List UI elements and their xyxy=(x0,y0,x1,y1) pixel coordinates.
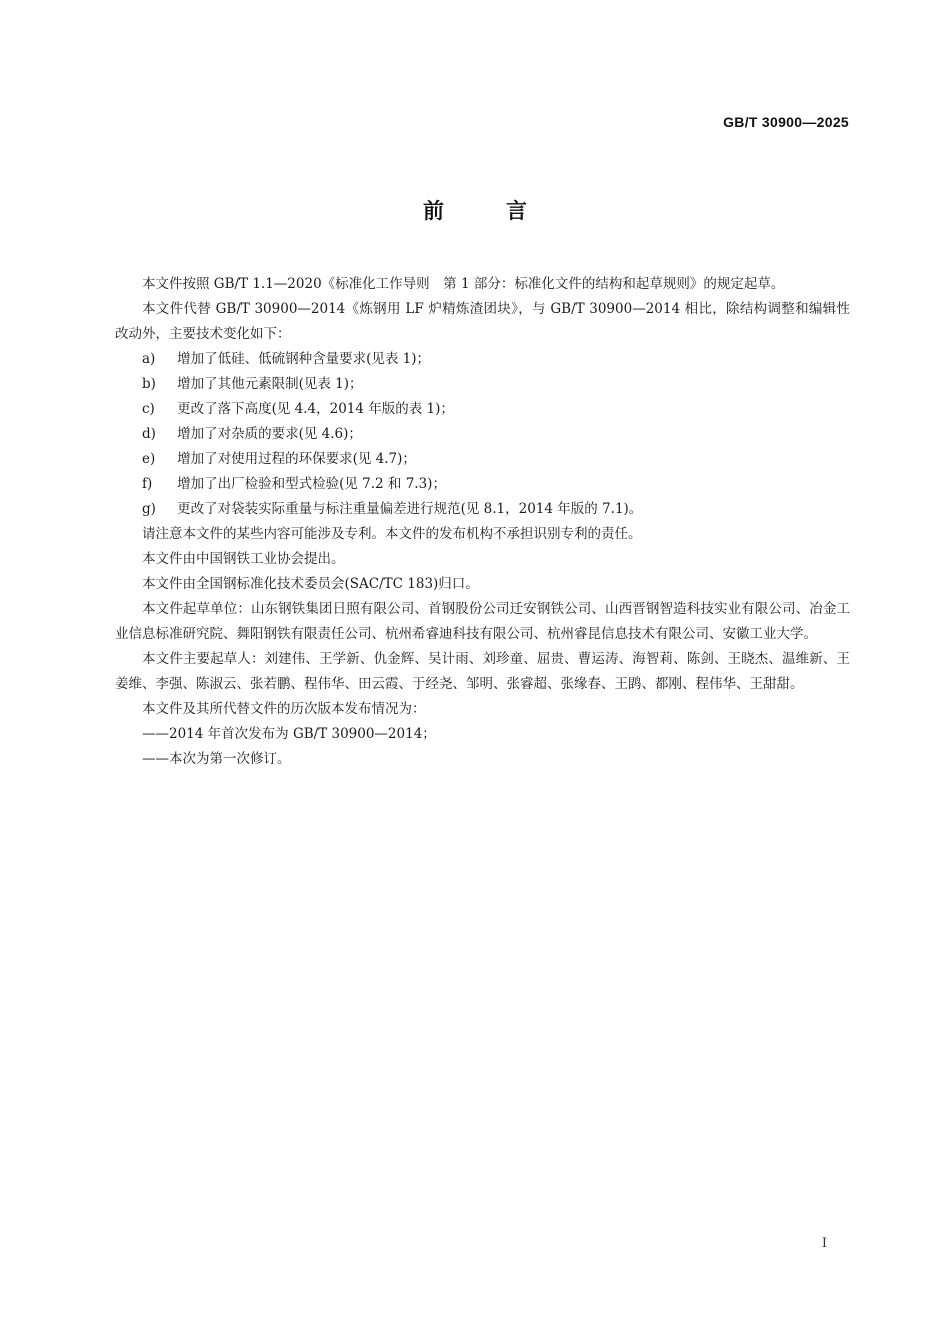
change-item-mark: b) xyxy=(142,376,156,392)
change-item-text: 增加了对杂质的要求(见 4.6)； xyxy=(177,426,362,442)
change-item-mark: g) xyxy=(142,501,156,517)
paragraph-replacement: 本文件代替 GB/T 30900—2014《炼钢用 LF 炉精炼渣团块》，与 GB/T 30900—2014 相比，除结构调整和编辑性改动外，主要技术变化如下： xyxy=(115,301,850,342)
change-item xyxy=(115,422,850,447)
change-item-mark: c) xyxy=(142,401,155,417)
change-item-text: 更改了对袋装实际重量与标注重量偏差进行规范(见 8.1，2014 年版的 7.1)。 xyxy=(177,501,643,517)
paragraph-drafters: 本文件主要起草人：刘建伟、王学新、仇金辉、吴计雨、刘珍童、屈贵、曹运涛、海智莉、陈剑、王晓杰、温维新、王姜维、李强、陈淑云、张若鹏、程伟华、田云霞、于经尧、邹明、张睿超、张缘春、王鹍、都刚、程伟华、王甜甜。 xyxy=(115,651,850,692)
change-item-text: 增加了出厂检验和型式检验(见 7.2 和 7.3)； xyxy=(177,476,446,492)
change-item-text: 增加了对使用过程的环保要求(见 4.7)； xyxy=(177,451,416,467)
change-item-mark: f) xyxy=(142,476,153,492)
change-item-text: 增加了低硅、低硫钢种含量要求(见表 1)； xyxy=(177,351,431,367)
paragraph-drafting-units: 本文件起草单位：山东钢铁集团日照有限公司、首钢股份公司迁安钢铁公司、山西晋钢智造科技实业有限公司、冶金工业信息标准研究院、舞阳钢铁有限责任公司、杭州希睿迪科技有限公司、杭州睿昆信息技术有限公司、安徽工业大学。 xyxy=(115,601,850,642)
paragraph-proposer: 本文件由中国钢铁工业协会提出。 xyxy=(142,551,345,567)
change-item xyxy=(115,372,850,397)
paragraph-drafting-rules: 本文件按照 GB/T 1.1—2020《标准化工作导则 第 1 部分：标准化文件的结构和起草规则》的规定起草。 xyxy=(142,276,785,292)
page-number: I xyxy=(821,1236,827,1251)
change-item xyxy=(115,472,850,497)
change-item xyxy=(115,397,850,422)
foreword-body xyxy=(115,272,850,772)
history-item: ——2014 年首次发布为 GB/T 30900—2014； xyxy=(142,726,436,742)
change-item-mark: a) xyxy=(142,351,156,367)
change-item-text: 更改了落下高度(见 4.4，2014 年版的表 1)； xyxy=(177,401,454,417)
history-item: ——本次为第一次修订。 xyxy=(142,751,291,767)
paragraph-patent-notice: 请注意本文件的某些内容可能涉及专利。本文件的发布机构不承担识别专利的责任。 xyxy=(142,526,642,542)
change-item-text: 增加了其他元素限制(见表 1)； xyxy=(177,376,363,392)
change-item xyxy=(115,347,850,372)
page-title: 前言 xyxy=(423,199,589,223)
change-item xyxy=(115,497,850,522)
standard-code: GB/T 30900—2025 xyxy=(723,114,849,130)
paragraph-history-intro: 本文件及其所代替文件的历次版本发布情况为： xyxy=(142,701,426,717)
paragraph-committee: 本文件由全国钢标准化技术委员会(SAC/TC 183)归口。 xyxy=(142,576,479,592)
change-item-mark: d) xyxy=(142,426,156,442)
change-item xyxy=(115,447,850,472)
change-item-mark: e) xyxy=(142,451,156,467)
